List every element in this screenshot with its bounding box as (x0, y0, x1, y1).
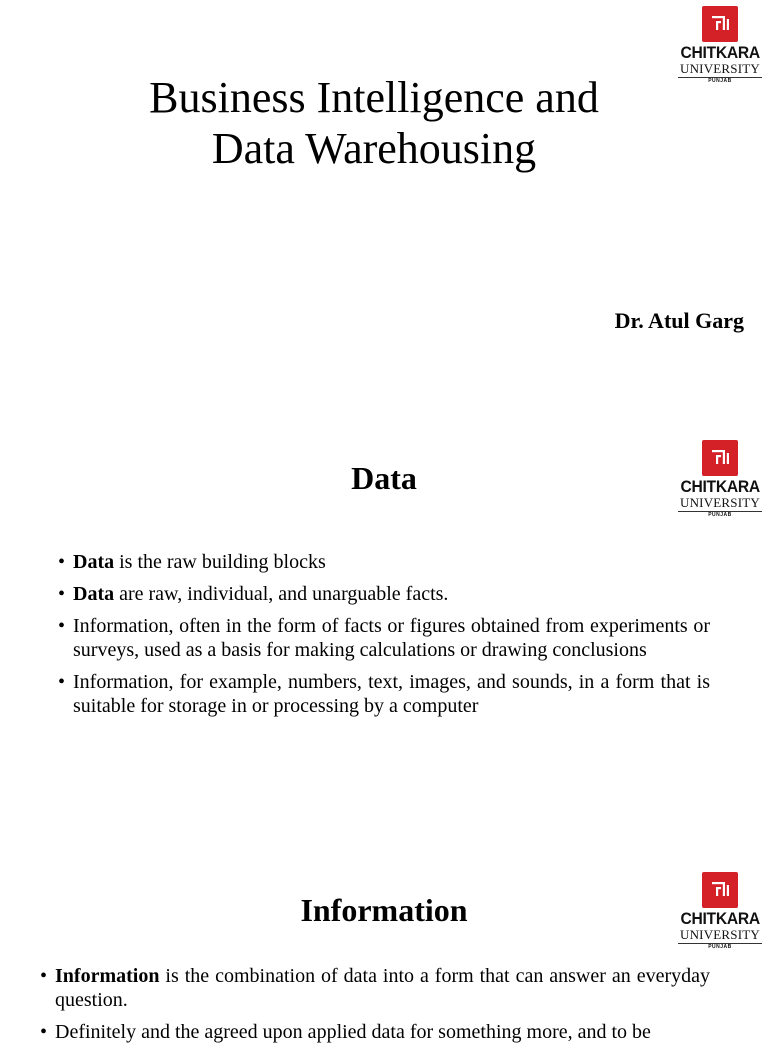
logo-name: CHITKARA (680, 909, 760, 928)
bullet-text: is the raw building blocks (114, 551, 326, 573)
author-name: Dr. Atul Garg (614, 308, 744, 333)
bullet-term: Data (73, 551, 115, 573)
bullet-term: Data (73, 583, 115, 605)
bullet-list (58, 550, 710, 726)
presentation-title (100, 72, 648, 174)
title-line-1: Business Intelligence and (149, 73, 599, 122)
bullet-item (58, 670, 710, 718)
bullet-list (40, 964, 710, 1052)
bullet-item (40, 964, 710, 1012)
bullet-text: Information, for example, numbers, text, images, and sounds, in a form that is suitable for storage in or processing by a computer (73, 671, 710, 717)
logo-university: UNIVERSITY (680, 495, 760, 510)
logo-state: PUNJAB (708, 512, 732, 518)
bullet-item (58, 550, 710, 574)
title-slide (0, 0, 768, 432)
data-slide (0, 432, 768, 864)
slide-heading: Data (351, 460, 417, 496)
logo-name: CHITKARA (680, 477, 760, 496)
bullet-text: are raw, individual, and unarguable facts. (114, 583, 449, 605)
university-logo (677, 6, 763, 85)
bullet-text: Definitely and the agreed upon applied data for something more, and to be (55, 1021, 651, 1043)
bullet-item (58, 582, 710, 606)
logo-name: CHITKARA (680, 43, 760, 62)
bullet-text: is the combination of data into a form that can answer an everyday question. (55, 965, 710, 1011)
logo-university: UNIVERSITY (680, 927, 760, 942)
slide-heading: Information (300, 892, 468, 928)
bullet-item (58, 614, 710, 662)
logo-university: UNIVERSITY (680, 61, 760, 76)
bullet-term: Information (55, 965, 160, 987)
logo-state: PUNJAB (708, 78, 732, 84)
information-slide (0, 864, 768, 1043)
bullet-text: Information, often in the form of facts or figures obtained from experiments or surveys, used as a basis for making calculations or drawing conclusions (73, 615, 710, 661)
logo-mark-icon (702, 6, 738, 42)
logo-state: PUNJAB (708, 944, 732, 950)
bullet-item (40, 1020, 710, 1044)
title-line-2: Data Warehousing (211, 124, 537, 173)
